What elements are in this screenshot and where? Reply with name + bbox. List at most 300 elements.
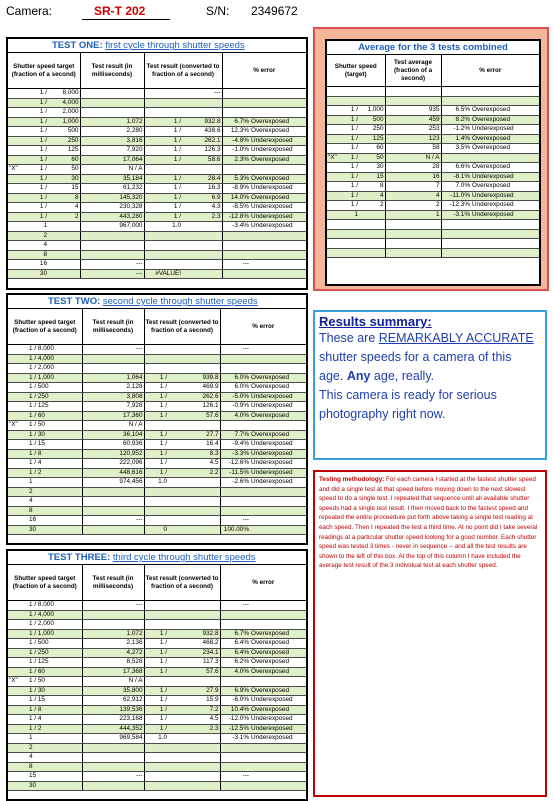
table-cell: 1 /	[26, 146, 48, 156]
table-cell: Overexposed	[250, 155, 306, 165]
table-cell: "X"	[8, 421, 28, 431]
table-row	[8, 629, 306, 639]
table-cell	[327, 87, 341, 97]
table-row	[327, 144, 539, 154]
table-row	[327, 115, 539, 125]
table-cell: 1.4%	[441, 134, 471, 144]
table-cell: 1 / 2,000	[28, 620, 82, 630]
table-row	[8, 146, 306, 156]
table-cell: 58	[385, 144, 441, 154]
table-cell	[359, 239, 385, 249]
table-cell: 4	[359, 191, 385, 201]
table-cell: 7.7%	[220, 430, 250, 440]
col-converted: Test result (converted to fraction of a second)	[144, 565, 220, 601]
table-cell: 2	[28, 743, 82, 753]
table-cell: ---	[222, 260, 250, 270]
table-cell	[82, 610, 144, 620]
table-cell	[471, 153, 539, 163]
table-cell: Overexposed	[250, 658, 306, 668]
table-cell: -8.9%	[222, 184, 250, 194]
table-row	[8, 136, 306, 146]
table-cell	[327, 144, 341, 154]
table-cell	[8, 136, 26, 146]
table-cell: ---	[82, 601, 144, 611]
table-row	[327, 87, 539, 97]
serial-number: 2349672	[251, 4, 298, 18]
table-cell: 1 / 50	[28, 421, 82, 431]
table-cell: 1 /	[144, 667, 168, 677]
testing-methodology	[313, 470, 547, 797]
table-cell: 1 /	[144, 629, 168, 639]
table-cell	[8, 487, 28, 497]
table-cell: ---	[220, 772, 250, 782]
table-cell: 1 / 1,000	[28, 629, 82, 639]
table-cell: 250	[48, 136, 80, 146]
table-cell: 12.3%	[222, 127, 250, 137]
table-cell	[327, 220, 341, 230]
table-cell: 2,280	[80, 127, 144, 137]
table-row	[8, 639, 306, 649]
table-cell: 1 /	[341, 182, 359, 192]
table-row	[8, 525, 306, 535]
table-row	[327, 248, 539, 258]
table-cell: 4	[48, 203, 80, 213]
table-row	[8, 117, 306, 127]
table-cell: 1	[341, 210, 359, 220]
table-cell	[80, 108, 144, 118]
table-cell	[144, 165, 182, 175]
table-cell: -12.8%	[222, 212, 250, 222]
col-converted: Test result (converted to fraction of a second)	[144, 309, 220, 345]
table-cell: 1 /	[144, 639, 168, 649]
table-cell	[220, 610, 250, 620]
table-cell: 3,808	[82, 392, 144, 402]
table-cell	[82, 620, 144, 630]
table-cell	[8, 459, 28, 469]
table-cell	[8, 639, 28, 649]
table-cell: 60	[48, 155, 80, 165]
table-cell	[168, 506, 220, 516]
table-cell: 1 / 8,000	[28, 345, 82, 355]
table-cell: 7.0%	[441, 182, 471, 192]
table-cell: 1 /	[144, 117, 182, 127]
test-three-grid	[8, 564, 307, 791]
table-cell: 5.3%	[222, 174, 250, 184]
table-cell: 932.8	[168, 629, 220, 639]
table-cell	[220, 743, 250, 753]
table-cell	[471, 96, 539, 106]
table-cell: 468.2	[168, 639, 220, 649]
table-cell	[341, 96, 359, 106]
table-cell: 2	[26, 231, 48, 241]
table-cell: 4,000	[48, 98, 80, 108]
table-cell: 967,000	[80, 222, 144, 232]
table-cell: 2	[48, 212, 80, 222]
table-cell: 4.0%	[220, 411, 250, 421]
table-cell	[385, 220, 441, 230]
table-row	[8, 772, 306, 782]
table-cell: Underexposed	[250, 392, 306, 402]
table-cell: 57.6	[168, 411, 220, 421]
table-cell: -8.5%	[222, 203, 250, 213]
table-cell	[8, 686, 28, 696]
table-cell: -12.3%	[441, 201, 471, 211]
table-row	[8, 658, 306, 668]
table-cell	[168, 345, 220, 355]
table-cell: 1,072	[82, 629, 144, 639]
table-row	[327, 125, 539, 135]
table-cell: 2	[28, 487, 82, 497]
table-cell: 969,584	[82, 734, 144, 744]
summary-line: photography right now.	[319, 407, 446, 421]
table-cell	[144, 753, 168, 763]
table-cell	[222, 250, 250, 260]
table-cell	[144, 364, 168, 374]
table-cell	[8, 127, 26, 137]
table-cell: 1 /	[26, 212, 48, 222]
table-cell: 448,616	[82, 468, 144, 478]
table-cell: 262.1	[182, 136, 222, 146]
table-cell	[144, 601, 168, 611]
table-cell	[8, 345, 28, 355]
table-cell: 1	[385, 210, 441, 220]
table-cell: Underexposed	[471, 172, 539, 182]
table-cell: Overexposed	[250, 193, 306, 203]
table-cell	[8, 392, 28, 402]
table-cell: 1 /	[341, 125, 359, 135]
table-cell	[8, 250, 26, 260]
table-cell	[8, 146, 26, 156]
table-cell	[220, 753, 250, 763]
table-cell: 62,912	[82, 696, 144, 706]
table-cell	[8, 724, 28, 734]
table-cell: 28.4	[182, 174, 222, 184]
table-cell	[8, 411, 28, 421]
table-row	[8, 165, 306, 175]
table-cell	[8, 231, 26, 241]
table-cell	[327, 134, 341, 144]
table-row	[8, 127, 306, 137]
table-cell	[168, 677, 220, 687]
table-cell: N / A	[80, 165, 144, 175]
table-cell	[82, 525, 144, 535]
table-cell	[48, 269, 80, 279]
table-row	[327, 172, 539, 182]
table-cell: "X"	[327, 153, 341, 163]
table-cell	[441, 96, 471, 106]
table-row	[8, 620, 306, 630]
col-error: % error	[441, 55, 539, 87]
table-cell	[471, 229, 539, 239]
table-row	[327, 229, 539, 239]
table-cell	[250, 506, 306, 516]
average-title: Average for the 3 tests combined	[358, 42, 508, 53]
table-cell: 2.3%	[222, 155, 250, 165]
table-cell	[327, 248, 341, 258]
table-cell: 935	[385, 106, 441, 116]
table-cell: 35,800	[82, 686, 144, 696]
table-cell: ---	[220, 516, 250, 526]
table-cell: 1 / 2,000	[28, 364, 82, 374]
table-cell	[144, 487, 168, 497]
table-cell	[220, 620, 250, 630]
table-row	[8, 241, 306, 251]
table-cell: 1 /	[144, 440, 168, 450]
table-cell	[8, 506, 28, 516]
table-cell	[8, 260, 26, 270]
table-cell	[80, 89, 144, 99]
table-cell	[8, 449, 28, 459]
table-cell: N / A	[385, 153, 441, 163]
table-cell	[8, 525, 28, 535]
table-row	[8, 430, 306, 440]
table-cell	[385, 248, 441, 258]
table-cell	[250, 781, 306, 791]
table-cell	[250, 753, 306, 763]
table-cell	[441, 248, 471, 258]
table-cell	[168, 497, 220, 507]
table-row	[8, 373, 306, 383]
table-cell: 4.5	[168, 715, 220, 725]
table-cell: Underexposed	[250, 402, 306, 412]
table-cell: N / A	[82, 421, 144, 431]
summary-line: These are REMARKABLY ACCURATE	[319, 331, 534, 345]
table-cell: 8.3	[168, 449, 220, 459]
table-cell: 7.2	[168, 705, 220, 715]
table-cell: 2.3	[168, 724, 220, 734]
col-target: Shutter speed target (fraction of a second)	[8, 309, 82, 345]
table-cell: ---	[80, 260, 144, 270]
table-cell: 6.0%	[220, 383, 250, 393]
table-cell: 1 /	[144, 193, 182, 203]
table-cell	[327, 125, 341, 135]
test-two-grid	[8, 308, 307, 535]
table-cell: 1 / 50	[28, 677, 82, 687]
table-cell	[48, 260, 80, 270]
table-cell	[8, 184, 26, 194]
table-cell	[48, 250, 80, 260]
table-cell: 7,928	[82, 402, 144, 412]
table-cell	[250, 354, 306, 364]
table-cell	[8, 440, 28, 450]
table-cell	[250, 525, 306, 535]
table-cell: 16	[28, 516, 82, 526]
table-cell: 1 /	[144, 127, 182, 137]
table-cell: 2	[385, 201, 441, 211]
table-cell: -1.2%	[441, 125, 471, 135]
table-cell: 6.7%	[220, 629, 250, 639]
table-cell	[144, 250, 182, 260]
table-cell: 443,280	[80, 212, 144, 222]
table-cell	[8, 601, 28, 611]
table-row	[8, 743, 306, 753]
table-cell: 1 /	[144, 459, 168, 469]
table-cell: 459	[385, 115, 441, 125]
table-cell	[385, 96, 441, 106]
table-cell: Overexposed	[250, 373, 306, 383]
table-cell	[182, 231, 222, 241]
table-cell: ---	[220, 601, 250, 611]
table-cell: Underexposed	[250, 146, 306, 156]
table-row	[8, 222, 306, 232]
table-row	[8, 203, 306, 213]
table-cell: 1 /	[341, 134, 359, 144]
table-cell: 30	[28, 781, 82, 791]
table-row	[8, 487, 306, 497]
col-converted: Test result (converted to fraction of a second)	[144, 53, 222, 89]
table-cell	[220, 364, 250, 374]
table-cell: 125	[359, 134, 385, 144]
table-cell	[250, 250, 306, 260]
methodology-label: Testing methodology:	[319, 476, 385, 483]
table-cell	[8, 354, 28, 364]
table-cell	[441, 220, 471, 230]
table-cell	[220, 421, 250, 431]
table-cell: Overexposed	[471, 106, 539, 116]
table-cell: 16	[385, 172, 441, 182]
table-cell	[82, 781, 144, 791]
table-cell	[250, 610, 306, 620]
table-cell	[8, 430, 28, 440]
table-row	[8, 345, 306, 355]
table-cell	[471, 239, 539, 249]
table-cell: Overexposed	[471, 182, 539, 192]
table-cell	[327, 115, 341, 125]
table-cell	[8, 620, 28, 630]
table-cell: Underexposed	[250, 203, 306, 213]
table-cell	[144, 98, 182, 108]
table-row	[8, 440, 306, 450]
table-cell: 262.6	[168, 392, 220, 402]
table-cell: 6.9%	[220, 686, 250, 696]
table-cell	[182, 98, 222, 108]
table-cell: 1 / 250	[28, 392, 82, 402]
col-result: Test result (in milliseconds)	[82, 565, 144, 601]
table-cell	[182, 165, 222, 175]
table-cell: Underexposed	[471, 201, 539, 211]
table-cell: 145,320	[80, 193, 144, 203]
table-cell	[168, 601, 220, 611]
table-cell	[341, 248, 359, 258]
table-cell: 4	[26, 241, 48, 251]
table-cell	[8, 203, 26, 213]
table-cell: 1,000	[48, 117, 80, 127]
table-cell	[168, 525, 220, 535]
table-row	[8, 269, 306, 279]
table-cell: 1 /	[341, 163, 359, 173]
table-cell: 1 /	[26, 117, 48, 127]
table-cell: 1 /	[26, 165, 48, 175]
table-cell	[8, 772, 28, 782]
table-cell: 17,360	[82, 411, 144, 421]
table-cell	[168, 743, 220, 753]
table-cell: N / A	[82, 677, 144, 687]
table-cell: 3.5%	[441, 144, 471, 154]
table-cell	[144, 781, 168, 791]
table-row	[8, 781, 306, 791]
test-one-table	[6, 37, 308, 290]
table-cell	[8, 516, 28, 526]
summary-title: Results summary:	[319, 314, 432, 329]
table-cell: 1 / 4	[28, 715, 82, 725]
table-row	[327, 134, 539, 144]
table-row	[8, 715, 306, 725]
table-cell: Overexposed	[250, 430, 306, 440]
table-cell: 1	[28, 478, 82, 488]
table-cell: 126.3	[182, 146, 222, 156]
table-cell: Overexposed	[250, 639, 306, 649]
test-one-grid	[8, 52, 307, 279]
table-cell	[441, 153, 471, 163]
table-cell	[250, 516, 306, 526]
table-cell: -5.0%	[220, 392, 250, 402]
table-row	[8, 98, 306, 108]
table-row	[8, 506, 306, 516]
table-cell	[144, 506, 168, 516]
table-row	[327, 163, 539, 173]
col-result: Test result (in milliseconds)	[80, 53, 144, 89]
col-average: Test average (fraction of a second)	[385, 55, 441, 87]
table-cell: 1 /	[144, 430, 168, 440]
table-cell: 8	[359, 182, 385, 192]
table-cell	[327, 191, 341, 201]
table-cell: Underexposed	[250, 715, 306, 725]
test-three-table	[6, 549, 308, 801]
table-cell	[144, 345, 168, 355]
table-cell: 1 / 2	[28, 468, 82, 478]
table-cell: Underexposed	[471, 125, 539, 135]
table-cell	[82, 364, 144, 374]
table-cell: Underexposed	[250, 734, 306, 744]
table-row	[8, 155, 306, 165]
table-cell: -4.8%	[222, 136, 250, 146]
table-cell: 6.4%	[220, 648, 250, 658]
table-cell: Overexposed	[250, 174, 306, 184]
table-cell	[144, 108, 182, 118]
table-cell	[359, 96, 385, 106]
table-cell: 6.5%	[441, 106, 471, 116]
test-two-table	[6, 293, 308, 545]
table-cell	[8, 174, 26, 184]
table-cell	[8, 468, 28, 478]
table-cell	[327, 201, 341, 211]
table-cell	[8, 734, 28, 744]
camera-label: Camera:	[6, 4, 53, 18]
col-target: Shutter speed target (fraction of a second)	[8, 53, 80, 89]
table-cell: 35,184	[80, 174, 144, 184]
table-cell: 1 /	[26, 98, 48, 108]
table-cell: 1 /	[144, 383, 168, 393]
table-cell: 1 / 15	[28, 696, 82, 706]
table-cell: ---	[82, 345, 144, 355]
table-cell: 1 / 4,000	[28, 354, 82, 364]
table-cell: 1 /	[341, 106, 359, 116]
table-cell: 1 /	[144, 212, 182, 222]
table-cell	[341, 220, 359, 230]
table-cell: 16.4	[168, 440, 220, 450]
table-cell: 8,528	[82, 658, 144, 668]
table-cell	[8, 610, 28, 620]
table-cell: 4	[28, 753, 82, 763]
table-row	[8, 174, 306, 184]
table-cell: Underexposed	[250, 478, 306, 488]
table-row	[8, 610, 306, 620]
table-cell	[144, 743, 168, 753]
table-cell: Overexposed	[471, 115, 539, 125]
table-cell: 1 /	[144, 724, 168, 734]
table-cell	[8, 373, 28, 383]
table-cell: 6.6%	[441, 163, 471, 173]
